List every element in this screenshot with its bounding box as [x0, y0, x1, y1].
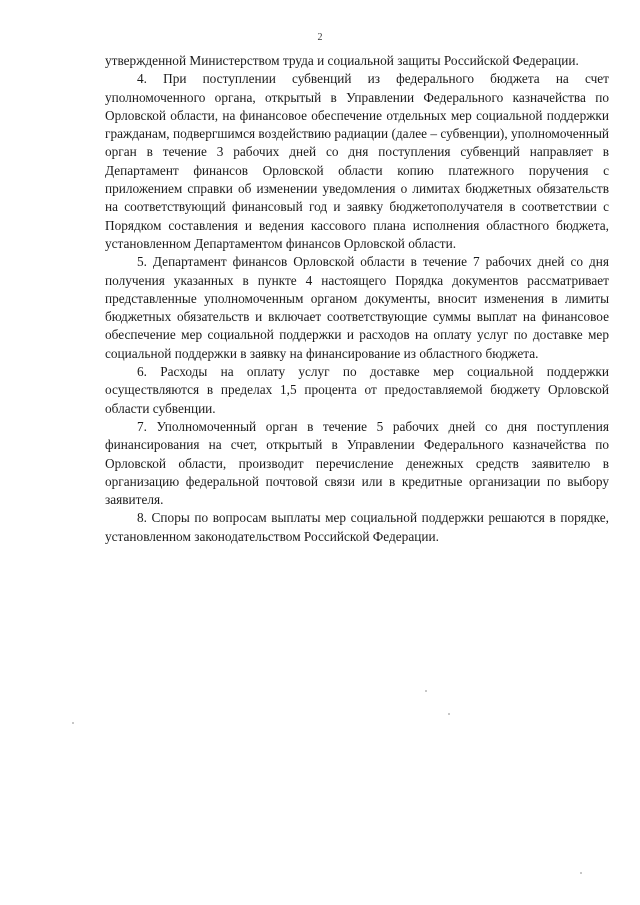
scan-speck	[448, 713, 450, 715]
paragraph-item-5: 5. Департамент финансов Орловской области в течение 7 рабочих дней со дня получения указанных в пункте 4 настоящего Порядка документов рассматривает представленные уполномоченным органом документы, вносит изменения в лимиты бюджетных обязательств и включает соответствующие суммы выплат на финансовое обеспечение мер социальной поддержки и расходов на оплату услуг по доставке мер социальной поддержки в заявку на финансирование из областного бюджета.	[105, 254, 609, 361]
document-body	[105, 52, 609, 546]
scan-speck	[72, 722, 74, 724]
paragraph-item-6: 6. Расходы на оплату услуг по доставке мер социальной поддержки осуществляются в пределах 1,5 процента от предоставляемой бюджету Орловской области субвенции.	[105, 364, 609, 416]
paragraph-item-8: 8. Споры по вопросам выплаты мер социальной поддержки решаются в порядке, установленном законодательством Российской Федерации.	[105, 510, 609, 544]
paragraph-item-7: 7. Уполномоченный орган в течение 5 рабочих дней со дня поступления финансирования на счет, открытый в Управлении Федерального казначейства по Орловской области, производит перечисление денежных средств заявителю в организацию федеральной почтовой связи или в кредитные организации по выбору заявителя.	[105, 418, 609, 508]
paragraph-continuation: утвержденной Министерством труда и социальной защиты Российской Федерации.	[105, 53, 579, 68]
paragraph-item-4: 4. При поступлении субвенций из федерального бюджета на счет уполномоченного органа, открытый в Управлении Федерального казначейства по Орловской области, на финансовое обеспечение отдельных мер социальной поддержки гражданам, подвергшимся воздействию радиации (далее – субвенции), уполномоченный орган в течение 3 рабочих дней со дня поступления субвенций направляет в Департамент финансов Орловской области копию платежного поручения с приложением справки об изменении уведомления о лимитах бюджетных обязательств на соответствующий финансовый год и заявку бюджетополучателя в соответствии с Порядком составления и ведения кассового плана исполнения областного бюджета, установленном Департаментом финансов Орловской области.	[105, 71, 609, 251]
page-number: 2	[317, 32, 323, 43]
scan-speck	[425, 690, 427, 692]
scan-speck	[580, 872, 582, 874]
